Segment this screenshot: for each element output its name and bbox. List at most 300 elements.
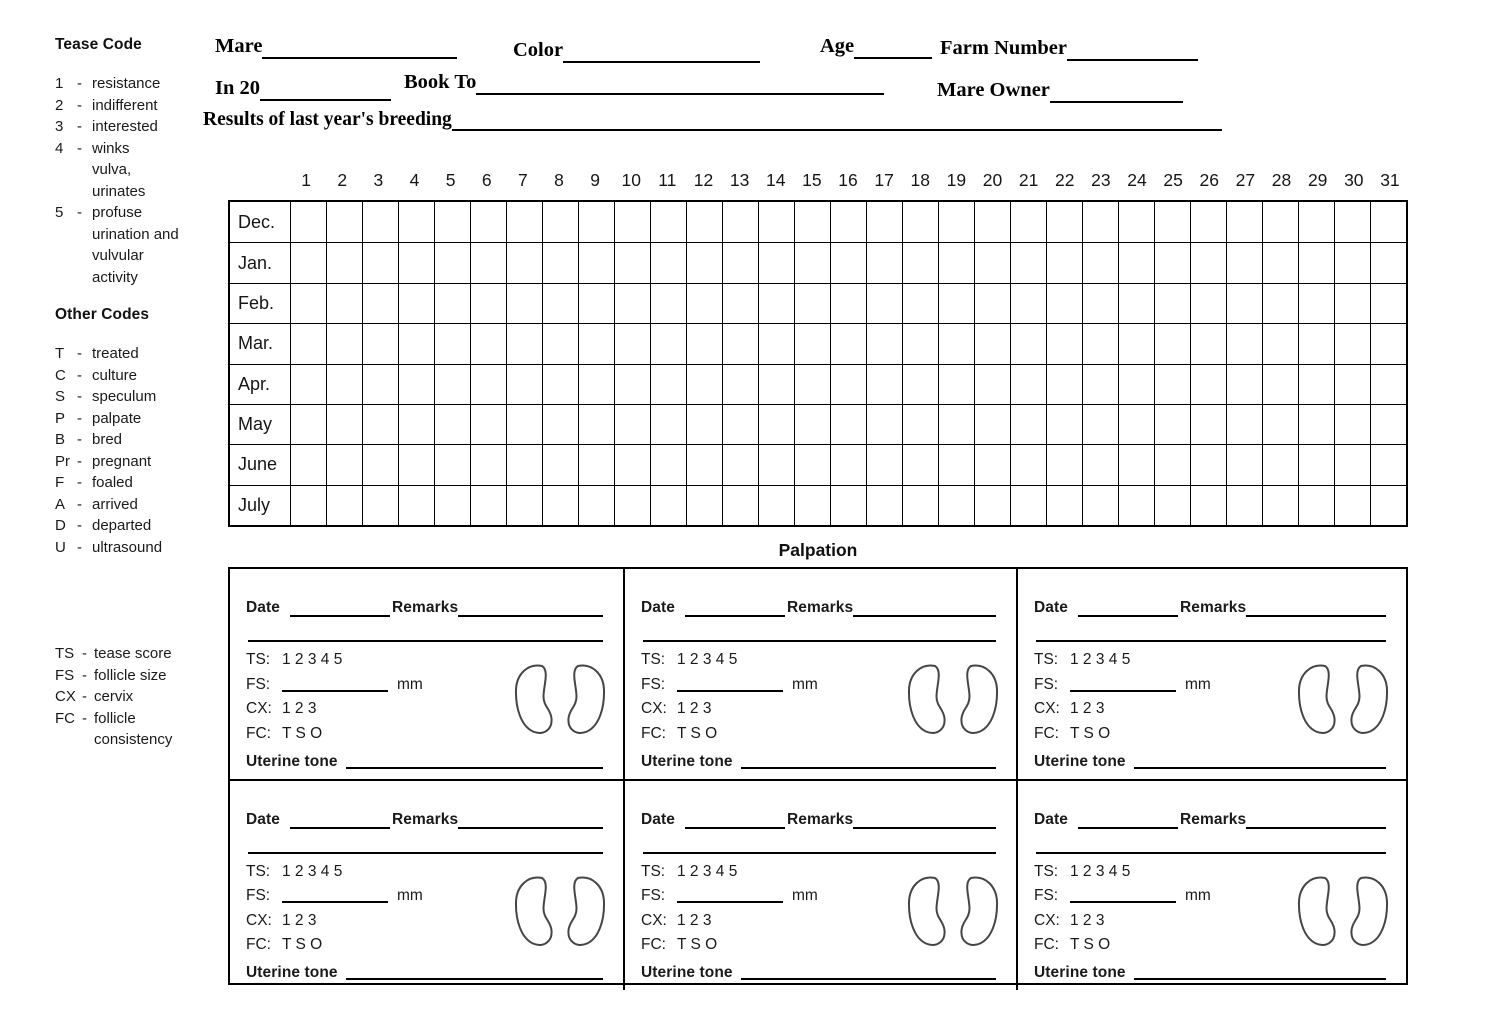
calendar-cell[interactable] [1334, 404, 1370, 444]
calendar-cell[interactable] [758, 485, 794, 525]
calendar-cell[interactable] [938, 485, 974, 525]
calendar-cell[interactable] [1010, 444, 1046, 484]
calendar-cell[interactable] [650, 444, 686, 484]
calendar-cell[interactable] [398, 202, 434, 242]
calendar-cell[interactable] [434, 485, 470, 525]
calendar-cell[interactable] [1010, 323, 1046, 363]
calendar-cell[interactable] [794, 283, 830, 323]
calendar-cell[interactable] [326, 444, 362, 484]
calendar-cell[interactable] [1010, 404, 1046, 444]
calendar-cell[interactable] [362, 242, 398, 282]
calendar-cell[interactable] [866, 202, 902, 242]
calendar-cell[interactable] [974, 404, 1010, 444]
calendar-cell[interactable] [326, 323, 362, 363]
fc-options[interactable]: T S O [1070, 936, 1111, 954]
calendar-cell[interactable] [902, 444, 938, 484]
calendar-cell[interactable] [722, 283, 758, 323]
results-input-line[interactable] [452, 99, 1222, 131]
fc-options[interactable]: T S O [282, 724, 323, 742]
calendar-cell[interactable] [1154, 485, 1190, 525]
remarks-continuation-line[interactable] [1036, 623, 1386, 642]
calendar-cell[interactable] [362, 323, 398, 363]
calendar-cell[interactable] [290, 323, 326, 363]
calendar-cell[interactable] [794, 485, 830, 525]
in-year-input-line[interactable] [260, 69, 391, 101]
calendar-cell[interactable] [506, 242, 542, 282]
calendar-cell[interactable] [974, 242, 1010, 282]
calendar-cell[interactable] [938, 242, 974, 282]
mare-input-line[interactable] [262, 27, 457, 59]
fc-options[interactable]: T S O [677, 936, 718, 954]
calendar-cell[interactable] [1046, 485, 1082, 525]
calendar-cell[interactable] [686, 283, 722, 323]
calendar-cell[interactable] [506, 444, 542, 484]
date-input-line[interactable] [685, 602, 785, 617]
remarks-input-line[interactable] [458, 602, 603, 617]
remarks-continuation-line[interactable] [643, 623, 996, 642]
fs-input-line[interactable] [1070, 677, 1176, 692]
calendar-cell[interactable] [1046, 444, 1082, 484]
calendar-cell[interactable] [1154, 364, 1190, 404]
calendar-cell[interactable] [1334, 364, 1370, 404]
calendar-cell[interactable] [866, 283, 902, 323]
uterine-tone-input-line[interactable] [1134, 965, 1386, 980]
calendar-cell[interactable] [722, 485, 758, 525]
calendar-cell[interactable] [974, 364, 1010, 404]
date-input-line[interactable] [1078, 602, 1178, 617]
calendar-cell[interactable] [722, 242, 758, 282]
calendar-cell[interactable] [722, 323, 758, 363]
calendar-cell[interactable] [506, 323, 542, 363]
calendar-cell[interactable] [290, 242, 326, 282]
calendar-cell[interactable] [362, 364, 398, 404]
calendar-cell[interactable] [470, 444, 506, 484]
calendar-cell[interactable] [1370, 444, 1406, 484]
calendar-cell[interactable] [1226, 485, 1262, 525]
calendar-cell[interactable] [938, 323, 974, 363]
calendar-cell[interactable] [1262, 283, 1298, 323]
calendar-cell[interactable] [1118, 283, 1154, 323]
ovary-diagram[interactable] [906, 875, 1000, 949]
calendar-cell[interactable] [398, 404, 434, 444]
calendar-cell[interactable] [434, 404, 470, 444]
date-input-line[interactable] [290, 814, 390, 829]
calendar-cell[interactable] [686, 485, 722, 525]
calendar-cell[interactable] [1226, 242, 1262, 282]
calendar-cell[interactable] [1046, 202, 1082, 242]
calendar-cell[interactable] [650, 404, 686, 444]
calendar-cell[interactable] [866, 323, 902, 363]
date-input-line[interactable] [685, 814, 785, 829]
calendar-cell[interactable] [1190, 364, 1226, 404]
calendar-cell[interactable] [1370, 404, 1406, 444]
calendar-cell[interactable] [686, 202, 722, 242]
calendar-cell[interactable] [1010, 242, 1046, 282]
calendar-cell[interactable] [866, 444, 902, 484]
calendar-cell[interactable] [578, 444, 614, 484]
ts-options[interactable]: 1 2 3 4 5 [1070, 862, 1131, 880]
calendar-cell[interactable] [794, 323, 830, 363]
calendar-cell[interactable] [290, 404, 326, 444]
remarks-input-line[interactable] [458, 814, 603, 829]
remarks-input-line[interactable] [1246, 602, 1386, 617]
calendar-cell[interactable] [974, 444, 1010, 484]
calendar-cell[interactable] [1334, 202, 1370, 242]
calendar-cell[interactable] [794, 364, 830, 404]
calendar-cell[interactable] [974, 323, 1010, 363]
fs-input-line[interactable] [677, 677, 783, 692]
calendar-cell[interactable] [326, 202, 362, 242]
calendar-cell[interactable] [1190, 485, 1226, 525]
calendar-cell[interactable] [1046, 323, 1082, 363]
ovary-diagram[interactable] [513, 663, 607, 737]
calendar-cell[interactable] [758, 323, 794, 363]
calendar-cell[interactable] [794, 242, 830, 282]
ovary-diagram[interactable] [906, 663, 1000, 737]
calendar-cell[interactable] [1082, 202, 1118, 242]
fs-input-line[interactable] [677, 888, 783, 903]
calendar-cell[interactable] [902, 404, 938, 444]
calendar-cell[interactable] [1226, 202, 1262, 242]
calendar-cell[interactable] [830, 444, 866, 484]
calendar-cell[interactable] [362, 283, 398, 323]
calendar-cell[interactable] [1082, 485, 1118, 525]
calendar-cell[interactable] [902, 202, 938, 242]
calendar-cell[interactable] [578, 323, 614, 363]
calendar-cell[interactable] [1010, 485, 1046, 525]
book-to-input-line[interactable] [476, 63, 884, 95]
calendar-cell[interactable] [506, 202, 542, 242]
remarks-continuation-line[interactable] [1036, 835, 1386, 854]
calendar-cell[interactable] [614, 485, 650, 525]
date-input-line[interactable] [1078, 814, 1178, 829]
calendar-cell[interactable] [1298, 485, 1334, 525]
calendar-cell[interactable] [866, 364, 902, 404]
cx-options[interactable]: 1 2 3 [282, 911, 317, 929]
calendar-cell[interactable] [1154, 242, 1190, 282]
ovary-diagram[interactable] [513, 875, 607, 949]
calendar-cell[interactable] [1010, 202, 1046, 242]
calendar-cell[interactable] [1298, 444, 1334, 484]
calendar-cell[interactable] [578, 242, 614, 282]
calendar-cell[interactable] [794, 444, 830, 484]
calendar-cell[interactable] [650, 364, 686, 404]
calendar-cell[interactable] [1118, 404, 1154, 444]
calendar-cell[interactable] [1298, 242, 1334, 282]
calendar-cell[interactable] [326, 485, 362, 525]
calendar-cell[interactable] [1154, 202, 1190, 242]
calendar-cell[interactable] [1370, 242, 1406, 282]
fs-input-line[interactable] [1070, 888, 1176, 903]
calendar-cell[interactable] [1262, 323, 1298, 363]
calendar-cell[interactable] [830, 364, 866, 404]
calendar-cell[interactable] [830, 202, 866, 242]
ts-options[interactable]: 1 2 3 4 5 [677, 862, 738, 880]
cx-options[interactable]: 1 2 3 [1070, 911, 1105, 929]
color-input-line[interactable] [563, 31, 760, 63]
calendar-cell[interactable] [542, 242, 578, 282]
remarks-continuation-line[interactable] [248, 623, 603, 642]
ts-options[interactable]: 1 2 3 4 5 [1070, 651, 1131, 669]
calendar-cell[interactable] [1082, 404, 1118, 444]
calendar-cell[interactable] [1370, 202, 1406, 242]
calendar-cell[interactable] [434, 283, 470, 323]
calendar-cell[interactable] [1334, 444, 1370, 484]
calendar-cell[interactable] [614, 364, 650, 404]
calendar-cell[interactable] [902, 323, 938, 363]
calendar-cell[interactable] [830, 242, 866, 282]
calendar-cell[interactable] [362, 444, 398, 484]
calendar-cell[interactable] [686, 444, 722, 484]
calendar-cell[interactable] [1046, 242, 1082, 282]
calendar-cell[interactable] [1262, 202, 1298, 242]
calendar-cell[interactable] [1190, 242, 1226, 282]
calendar-cell[interactable] [470, 404, 506, 444]
calendar-cell[interactable] [290, 485, 326, 525]
calendar-cell[interactable] [1118, 323, 1154, 363]
calendar-cell[interactable] [686, 242, 722, 282]
calendar-cell[interactable] [1370, 485, 1406, 525]
calendar-cell[interactable] [542, 485, 578, 525]
calendar-cell[interactable] [326, 364, 362, 404]
calendar-cell[interactable] [650, 202, 686, 242]
calendar-cell[interactable] [362, 404, 398, 444]
fs-input-line[interactable] [282, 888, 388, 903]
cx-options[interactable]: 1 2 3 [1070, 700, 1105, 718]
calendar-cell[interactable] [542, 202, 578, 242]
calendar-cell[interactable] [686, 404, 722, 444]
calendar-cell[interactable] [686, 323, 722, 363]
calendar-cell[interactable] [470, 485, 506, 525]
ts-options[interactable]: 1 2 3 4 5 [677, 651, 738, 669]
calendar-cell[interactable] [650, 323, 686, 363]
calendar-cell[interactable] [938, 404, 974, 444]
ovary-diagram[interactable] [1296, 663, 1390, 737]
calendar-cell[interactable] [1154, 444, 1190, 484]
calendar-cell[interactable] [1298, 202, 1334, 242]
remarks-continuation-line[interactable] [248, 835, 603, 854]
remarks-continuation-line[interactable] [643, 835, 996, 854]
calendar-cell[interactable] [326, 404, 362, 444]
calendar-cell[interactable] [1082, 242, 1118, 282]
calendar-cell[interactable] [398, 485, 434, 525]
calendar-cell[interactable] [650, 283, 686, 323]
calendar-cell[interactable] [650, 242, 686, 282]
calendar-cell[interactable] [434, 202, 470, 242]
fc-options[interactable]: T S O [1070, 724, 1111, 742]
calendar-cell[interactable] [902, 485, 938, 525]
calendar-cell[interactable] [1334, 485, 1370, 525]
calendar-cell[interactable] [398, 323, 434, 363]
calendar-cell[interactable] [938, 444, 974, 484]
calendar-cell[interactable] [1226, 444, 1262, 484]
calendar-cell[interactable] [578, 283, 614, 323]
ts-options[interactable]: 1 2 3 4 5 [282, 651, 343, 669]
calendar-cell[interactable] [1154, 404, 1190, 444]
uterine-tone-input-line[interactable] [1134, 754, 1386, 769]
calendar-cell[interactable] [470, 283, 506, 323]
ts-options[interactable]: 1 2 3 4 5 [282, 862, 343, 880]
calendar-cell[interactable] [1010, 364, 1046, 404]
fs-input-line[interactable] [282, 677, 388, 692]
calendar-cell[interactable] [470, 202, 506, 242]
ovary-diagram[interactable] [1296, 875, 1390, 949]
calendar-cell[interactable] [290, 202, 326, 242]
calendar-cell[interactable] [1298, 364, 1334, 404]
calendar-cell[interactable] [578, 202, 614, 242]
calendar-cell[interactable] [974, 202, 1010, 242]
calendar-cell[interactable] [650, 485, 686, 525]
calendar-cell[interactable] [830, 404, 866, 444]
calendar-cell[interactable] [758, 364, 794, 404]
calendar-cell[interactable] [434, 364, 470, 404]
calendar-cell[interactable] [1082, 444, 1118, 484]
calendar-cell[interactable] [614, 202, 650, 242]
remarks-input-line[interactable] [853, 602, 996, 617]
calendar-cell[interactable] [506, 364, 542, 404]
calendar-cell[interactable] [722, 444, 758, 484]
calendar-cell[interactable] [470, 364, 506, 404]
cx-options[interactable]: 1 2 3 [677, 911, 712, 929]
calendar-cell[interactable] [434, 242, 470, 282]
calendar-cell[interactable] [758, 404, 794, 444]
calendar-cell[interactable] [542, 283, 578, 323]
calendar-cell[interactable] [758, 283, 794, 323]
calendar-cell[interactable] [974, 283, 1010, 323]
calendar-cell[interactable] [974, 485, 1010, 525]
calendar-cell[interactable] [578, 364, 614, 404]
calendar-cell[interactable] [1190, 444, 1226, 484]
cx-options[interactable]: 1 2 3 [677, 700, 712, 718]
calendar-cell[interactable] [542, 323, 578, 363]
calendar-cell[interactable] [722, 202, 758, 242]
calendar-cell[interactable] [1082, 364, 1118, 404]
calendar-cell[interactable] [938, 364, 974, 404]
calendar-cell[interactable] [1154, 283, 1190, 323]
calendar-cell[interactable] [722, 364, 758, 404]
calendar-cell[interactable] [434, 323, 470, 363]
calendar-cell[interactable] [1298, 323, 1334, 363]
calendar-cell[interactable] [362, 202, 398, 242]
calendar-cell[interactable] [1046, 404, 1082, 444]
remarks-input-line[interactable] [1246, 814, 1386, 829]
calendar-cell[interactable] [902, 242, 938, 282]
calendar-cell[interactable] [1370, 283, 1406, 323]
calendar-cell[interactable] [506, 404, 542, 444]
calendar-cell[interactable] [1190, 283, 1226, 323]
calendar-cell[interactable] [290, 444, 326, 484]
calendar-cell[interactable] [1082, 323, 1118, 363]
farm-number-input-line[interactable] [1067, 29, 1198, 61]
calendar-cell[interactable] [794, 404, 830, 444]
calendar-cell[interactable] [1190, 404, 1226, 444]
calendar-cell[interactable] [542, 444, 578, 484]
cx-options[interactable]: 1 2 3 [282, 700, 317, 718]
calendar-cell[interactable] [866, 242, 902, 282]
calendar-cell[interactable] [542, 364, 578, 404]
calendar-cell[interactable] [866, 485, 902, 525]
calendar-cell[interactable] [830, 283, 866, 323]
calendar-cell[interactable] [1226, 364, 1262, 404]
calendar-cell[interactable] [1226, 404, 1262, 444]
calendar-cell[interactable] [434, 444, 470, 484]
calendar-cell[interactable] [1118, 242, 1154, 282]
calendar-cell[interactable] [614, 323, 650, 363]
calendar-cell[interactable] [1118, 202, 1154, 242]
uterine-tone-input-line[interactable] [741, 754, 996, 769]
calendar-cell[interactable] [362, 485, 398, 525]
calendar-cell[interactable] [326, 283, 362, 323]
calendar-cell[interactable] [398, 242, 434, 282]
uterine-tone-input-line[interactable] [346, 754, 603, 769]
calendar-cell[interactable] [578, 485, 614, 525]
calendar-cell[interactable] [398, 364, 434, 404]
calendar-cell[interactable] [1370, 364, 1406, 404]
calendar-cell[interactable] [1334, 242, 1370, 282]
calendar-cell[interactable] [938, 202, 974, 242]
calendar-cell[interactable] [578, 404, 614, 444]
calendar-cell[interactable] [830, 485, 866, 525]
calendar-cell[interactable] [1262, 485, 1298, 525]
uterine-tone-input-line[interactable] [346, 965, 603, 980]
calendar-cell[interactable] [470, 242, 506, 282]
calendar-cell[interactable] [398, 283, 434, 323]
calendar-cell[interactable] [506, 485, 542, 525]
calendar-cell[interactable] [1262, 242, 1298, 282]
calendar-cell[interactable] [398, 444, 434, 484]
calendar-cell[interactable] [1118, 444, 1154, 484]
calendar-cell[interactable] [1154, 323, 1190, 363]
calendar-cell[interactable] [866, 404, 902, 444]
calendar-cell[interactable] [1118, 485, 1154, 525]
fc-options[interactable]: T S O [282, 936, 323, 954]
remarks-input-line[interactable] [853, 814, 996, 829]
calendar-cell[interactable] [794, 202, 830, 242]
calendar-cell[interactable] [1046, 283, 1082, 323]
calendar-cell[interactable] [722, 404, 758, 444]
calendar-cell[interactable] [1262, 364, 1298, 404]
calendar-cell[interactable] [1190, 202, 1226, 242]
calendar-cell[interactable] [758, 444, 794, 484]
calendar-cell[interactable] [1190, 323, 1226, 363]
calendar-cell[interactable] [1298, 404, 1334, 444]
calendar-cell[interactable] [902, 364, 938, 404]
calendar-cell[interactable] [614, 404, 650, 444]
calendar-cell[interactable] [758, 202, 794, 242]
calendar-cell[interactable] [506, 283, 542, 323]
calendar-cell[interactable] [1226, 323, 1262, 363]
calendar-cell[interactable] [614, 444, 650, 484]
calendar-cell[interactable] [1262, 444, 1298, 484]
calendar-cell[interactable] [290, 364, 326, 404]
calendar-cell[interactable] [470, 323, 506, 363]
calendar-cell[interactable] [290, 283, 326, 323]
calendar-cell[interactable] [1046, 364, 1082, 404]
calendar-cell[interactable] [830, 323, 866, 363]
calendar-cell[interactable] [938, 283, 974, 323]
age-input-line[interactable] [854, 27, 932, 59]
calendar-cell[interactable] [542, 404, 578, 444]
calendar-cell[interactable] [1082, 283, 1118, 323]
calendar-cell[interactable] [1298, 283, 1334, 323]
calendar-cell[interactable] [614, 242, 650, 282]
calendar-cell[interactable] [1334, 323, 1370, 363]
calendar-cell[interactable] [686, 364, 722, 404]
calendar-cell[interactable] [326, 242, 362, 282]
calendar-cell[interactable] [1010, 283, 1046, 323]
date-input-line[interactable] [290, 602, 390, 617]
calendar-cell[interactable] [758, 242, 794, 282]
